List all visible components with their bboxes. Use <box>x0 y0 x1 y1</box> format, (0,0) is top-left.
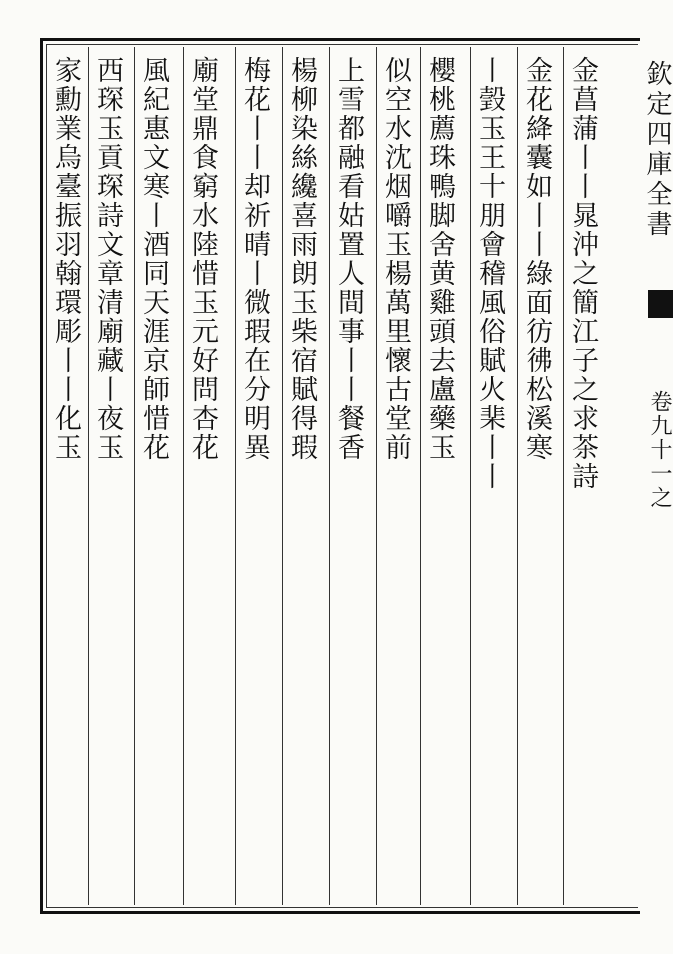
text-column-6: 上雪都融看姑置人間事丨丨餐香 <box>333 56 364 462</box>
text-column-10: 風紀惠文寒丨酒同天涯京師惜花 <box>138 56 169 462</box>
text-column-11: 西琛玉貢琛詩文章清廟藏丨夜玉 <box>92 56 123 462</box>
fish-tail-mark <box>648 290 673 318</box>
text-column-1: 金菖蒲丨丨晁沖之簡江子之求茶詩 <box>567 56 598 491</box>
text-column-7: 楊柳染絲纔喜雨朗玉柴宿賦得瑕 <box>286 56 317 462</box>
text-column-5: 似空水沈烟嚼玉楊萬里懷古堂前 <box>380 56 411 462</box>
book-title: 欽定四庫全書 <box>642 60 672 240</box>
text-column-3: 丨瑴玉王十朋會稽風俗賦火棐丨丨 <box>474 56 505 491</box>
text-column-4: 櫻桃薦珠鴨脚舍黄雞頭去盧藥玉 <box>424 56 455 462</box>
text-column-8: 梅花丨丨却祈晴丨微瑕在分明異 <box>239 56 270 462</box>
text-column-2: 金花絳囊如丨丨綠面彷彿松溪寒 <box>521 56 552 462</box>
volume-label: 卷九十一之 <box>647 390 672 510</box>
text-column-9: 廟堂鼎食窮水陸惜玉元好問杏花 <box>187 56 218 462</box>
text-column-12: 家勳業烏臺振羽翰環彫丨丨化玉 <box>50 56 81 462</box>
